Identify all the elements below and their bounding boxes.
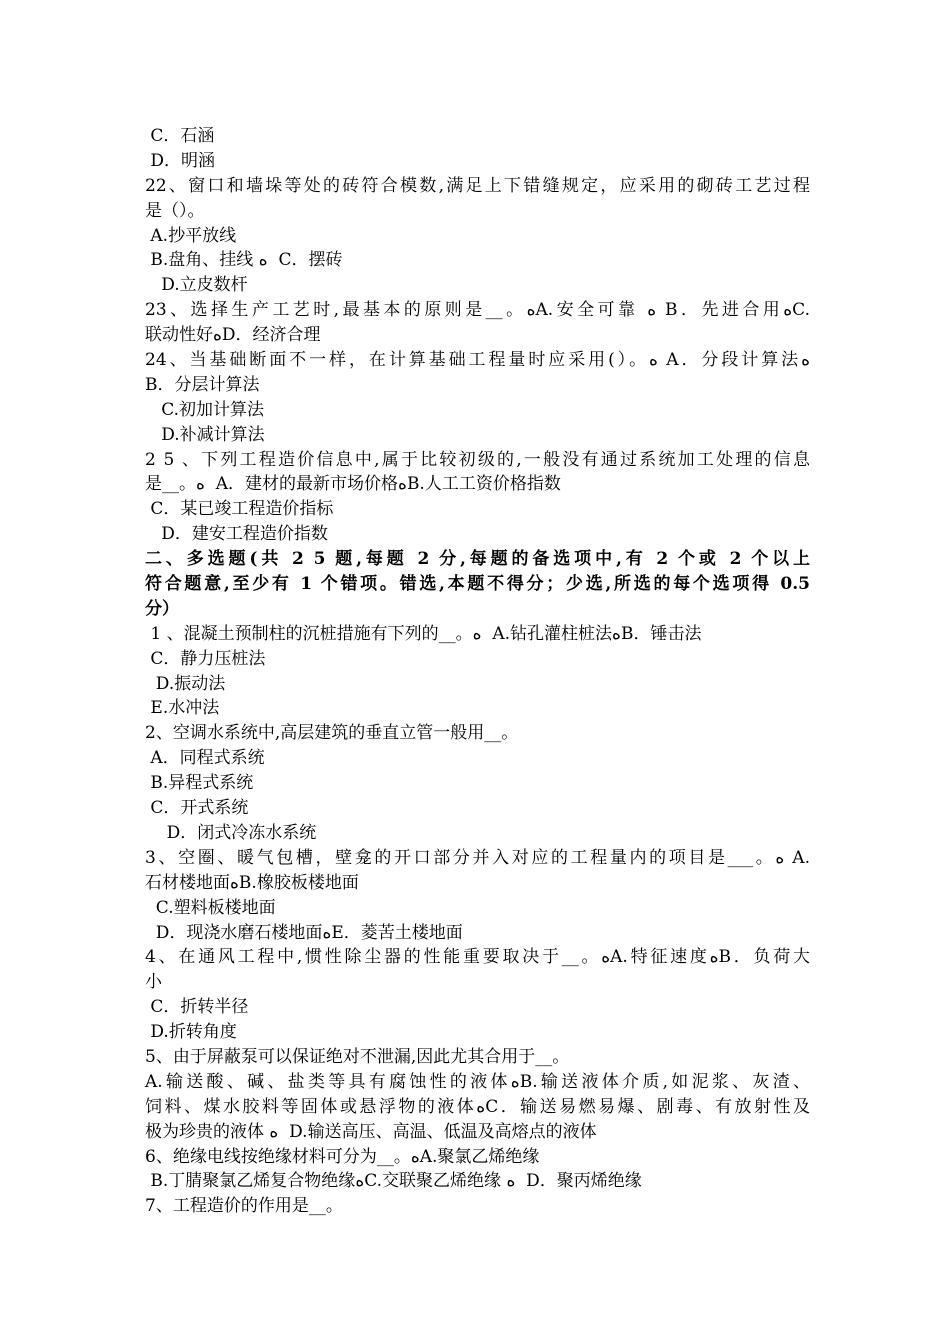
- text-line-26: A．同程式系统: [145, 748, 265, 769]
- text-line-28: C．开式系统: [145, 798, 249, 819]
- text-line-35: 小: [145, 972, 162, 993]
- text-line-21: 1 、混凝土预制柱的沉桩措施有下列的__。ﻩ A.钻孔灌柱桩法ﻩB．锤击法: [145, 623, 702, 644]
- text-line-1: C．石涵: [145, 126, 215, 146]
- text-line-32: C.塑料板楼地面: [145, 897, 276, 918]
- text-line-12: C.初加计算法: [145, 399, 265, 420]
- text-line-31: 石材楼地面ﻩB.橡胶板楼地面: [145, 872, 359, 893]
- text-line-42: 6、绝缘电线按绝缘材料可分为__。ﻩA.聚氯乙烯绝缘: [145, 1146, 540, 1167]
- text-line-41: 极为珍贵的液体 ﻩ D.输送高压、高温、低温及高熔点的液体: [145, 1121, 597, 1142]
- text-line-43: B.丁腈聚氯乙烯复合物绝缘ﻩC.交联聚乙烯绝缘 ﻩ D．聚丙烯绝缘: [145, 1171, 642, 1192]
- text-line-2: D．明涵: [145, 150, 216, 171]
- text-line-5: A.抄平放线: [145, 225, 237, 246]
- text-line-8: 23、选择生产工艺时,最基本的原则是__。ﻩA.安全可靠 ﻩ B．先进合用ﻩC.: [145, 300, 810, 321]
- text-line-18: 二、多选题(共 2 5 题,每题 2 分,每题的备选项中,有 2 个或 2 个以上: [145, 549, 810, 570]
- text-line-40: 饲料、煤水胶料等固体或悬浮物的液体ﻩC．输送易燃易爆、剧毒、有放射性及: [145, 1096, 810, 1117]
- text-line-20: 分）: [145, 598, 179, 619]
- text-line-30: 3、空圈、暖气包槽，壁龛的开口部分并入对应的工程量内的项目是___。ﻩ A.: [145, 847, 810, 868]
- text-line-4: 是（）。: [145, 200, 205, 221]
- text-line-10: 24、当基础断面不一样，在计算基础工程量时应采用(）。ﻩ A．分段计算法ﻩ: [145, 350, 810, 371]
- text-line-38: 5、由于屏蔽泵可以保证绝对不泄漏,因此尤其合用于__。: [145, 1046, 570, 1067]
- text-line-24: E.水冲法: [145, 698, 220, 719]
- text-line-33: D．现浇水磨石楼地面ﻩE．菱苦土楼地面: [145, 922, 463, 943]
- text-line-29: D．闭式冷冻水系统: [145, 822, 317, 843]
- text-line-7: D.立皮数杆: [145, 275, 248, 296]
- text-line-22: C．静力压桩法: [145, 648, 266, 669]
- text-line-37: D.折转角度: [145, 1022, 237, 1043]
- text-line-16: C．某已竣工程造价指标: [145, 499, 334, 520]
- text-line-9: 联动性好ﻩD．经济合理: [145, 325, 321, 346]
- document-page: [145, 124, 810, 1219]
- text-line-39: A.输送酸、碱、盐类等具有腐蚀性的液体ﻩB.输送液体介质,如泥浆、灰渣、: [145, 1071, 810, 1092]
- text-line-14: 2 5 、下列工程造价信息中,属于比较初级的,一般没有通过系统加工处理的信息: [145, 449, 810, 470]
- text-line-6: B.盘角、挂线 ﻩ C．摆砖: [145, 250, 343, 271]
- text-line-25: 2、空调水系统中,高层建筑的垂直立管一般用__。: [145, 723, 519, 744]
- text-line-34: 4、在通风工程中,惯性除尘器的性能重要取决于__。ﻩA.特征速度ﻩB．负荷大: [145, 947, 810, 968]
- text-line-19: 符合题意,至少有 1 个错项。错选,本题不得分；少选,所选的每个选项得 0.5: [145, 574, 810, 595]
- text-line-17: D．建安工程造价指数: [145, 524, 328, 545]
- text-line-11: B．分层计算法: [145, 374, 260, 395]
- text-line-15: 是__。ﻩ A．建材的最新市场价格ﻩB.人工工资价格指数: [145, 474, 561, 495]
- text-line-13: D.补减计算法: [145, 424, 265, 445]
- text-line-23: D.振动法: [145, 673, 226, 694]
- text-line-27: B.异程式系统: [145, 773, 254, 794]
- text-line-44: 7、工程造价的作用是__。: [145, 1196, 343, 1217]
- text-line-36: C．折转半径: [145, 997, 249, 1018]
- text-line-3: 22、窗口和墙垛等处的砖符合模数,满足上下错缝规定，应采用的砌砖工艺过程: [145, 175, 810, 196]
